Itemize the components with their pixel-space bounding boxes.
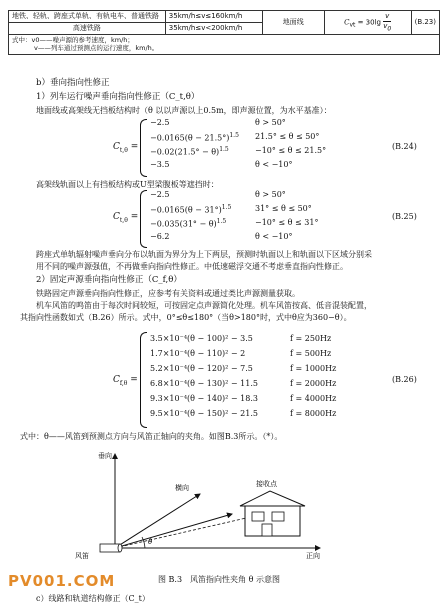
table-cell: 高速铁路 <box>9 22 166 34</box>
top-table <box>8 10 440 55</box>
table-cell: 地面线 <box>262 11 324 35</box>
eq-row: 5.2×10⁻⁴(θ − 120)² − 7.5 <box>150 364 253 373</box>
eq-row: $-0.0165(\theta - 21.5^\circ)^{1.5}$ <box>150 132 239 143</box>
watermark: PV001.COM <box>8 572 116 590</box>
equation-lhs: $C_{f,\theta}$ = <box>113 375 138 387</box>
label-whistle: 风笛 <box>75 552 89 560</box>
eq-cond: θ > 50° <box>255 190 286 199</box>
figure-caption: 图 B.3 风笛指向性夹角 θ 示意图 <box>158 575 280 584</box>
brace <box>140 332 147 428</box>
equation-number: (B.25) <box>392 212 417 221</box>
eq-row: −2.5 <box>150 118 170 127</box>
eqnum: (B.23) <box>411 11 439 35</box>
label-vertical: 垂向 <box>98 452 112 460</box>
paragraph: 跨座式单轨辐射噪声垂向分布以轨面为界分为上下两层，预测时轨面以上和轨面以下区域分别采 <box>36 250 372 259</box>
eq-row: 1.7×10⁻⁴(θ − 110)² − 2 <box>150 349 246 358</box>
eq-cond: −10° ≤ θ ≤ 21.5° <box>255 146 327 155</box>
table-cell: 地铁、轻轨、跨座式单轨、有轨电车、普通铁路 <box>9 11 166 23</box>
brace <box>140 119 147 177</box>
eq-cond: f = 250Hz <box>290 334 332 343</box>
eq-row: $-0.035(31^\circ - \theta)^{1.5}$ <box>150 218 227 229</box>
paragraph: 高架线轨面以上有挡板结构或U型梁腹板等遮挡时： <box>36 180 219 189</box>
eq-cond: θ < −10° <box>255 160 293 169</box>
label-forward: 正向 <box>306 552 320 560</box>
equation-lhs: $C_{t,\theta}$ = <box>113 142 139 154</box>
eq-row: 6.8×10⁻⁴(θ − 130)² − 11.5 <box>150 379 258 388</box>
subsection-heading: 1）列车运行噪声垂向指向性修正（C_t,θ） <box>36 92 200 102</box>
eq-row: 9.5×10⁻⁴(θ − 150)² − 21.5 <box>150 409 258 418</box>
paragraph: 机车风笛的鸣笛由于每次时间较短，可按固定点声源简化处理。机车风笛按高、低音混装配置， <box>36 301 372 310</box>
paragraph: 铁路固定声源垂向指向性修正，应参考有关资料或通过类比声源测量获取。 <box>36 289 300 298</box>
label-sideways: 横向 <box>175 484 189 492</box>
eq-row: 3.5×10⁻⁴(θ − 100)² − 3.5 <box>150 334 253 343</box>
subsection-heading: 2）固定声源垂向指向性修正（C_f,θ） <box>36 275 182 285</box>
eq-cond: θ < −10° <box>255 232 293 241</box>
label-theta: θ <box>148 538 153 546</box>
paragraph: 地面线或高架线无挡板结构时（θ 以以声源以上0.5m，即声源位置，为水平基准）： <box>36 106 332 115</box>
figure-diagram <box>60 446 360 566</box>
section-heading: c）线路和轨道结构修正（C_t） <box>36 594 150 603</box>
section-heading: b）垂向指向性修正 <box>36 78 110 88</box>
eq-row: −3.5 <box>150 160 170 169</box>
eq-cond: f = 8000Hz <box>290 409 337 418</box>
table-cell: 35km/h≤v≤160km/h <box>165 11 262 23</box>
dashed-line <box>115 516 255 548</box>
whistle-icon <box>100 544 122 552</box>
receiver-arrow <box>115 514 232 548</box>
equation-lhs: $C_{t,\theta}$ = <box>113 212 139 224</box>
brace <box>140 190 147 248</box>
note-line: v——列车通过预测点的运行速度，km/h。 <box>34 44 159 53</box>
eq-cond: f = 4000Hz <box>290 394 337 403</box>
eq-cond: −10° ≤ θ ≤ 31° <box>255 218 319 227</box>
equation-number: (B.26) <box>392 375 417 384</box>
formula-cell: $C_{vt} = 30\lg$ $\frac{v}{v_0}$ <box>324 11 411 35</box>
eq-cond: 31° ≤ θ ≤ 50° <box>255 204 312 213</box>
eq-cond: f = 2000Hz <box>290 379 337 388</box>
eq-cond: 21.5° ≤ θ ≤ 50° <box>255 132 320 141</box>
building-icon <box>240 491 305 536</box>
sideways-arrow <box>115 494 200 548</box>
eq-row: $-0.02(21.5^\circ - \theta)^{1.5}$ <box>150 146 229 157</box>
paragraph: 式中：θ——风笛到预测点方向与风笛正轴向的夹角。如图B.3所示。（*）。 <box>20 432 283 441</box>
table-cell: 35km/h≤v<200km/h <box>165 22 262 34</box>
eq-row: 9.3×10⁻⁴(θ − 140)² − 18.3 <box>150 394 258 403</box>
eq-cond: θ > 50° <box>255 118 286 127</box>
theta-arc <box>142 537 145 548</box>
equation-number: (B.24) <box>392 142 417 151</box>
note-line: 式中：v0——噪声源的参考速度，km/h； <box>12 35 134 44</box>
label-receiver: 接收点 <box>256 480 277 488</box>
eq-row: −2.5 <box>150 190 170 199</box>
eq-cond: f = 500Hz <box>290 349 332 358</box>
paragraph: 用不同的噪声源强值，不再做垂向指向性修正。中低速磁浮交通不考虑垂直指向性修正。 <box>36 262 348 271</box>
paragraph: 其指向性函数如式（B.26）所示。式中，0°≤θ≤180°（当θ>180°时，式中θ应为360−θ）。 <box>20 313 352 322</box>
eq-cond: f = 1000Hz <box>290 364 337 373</box>
eq-row: −6.2 <box>150 232 170 241</box>
eq-row: $-0.0165(\theta - 31^\circ)^{1.5}$ <box>150 204 232 215</box>
